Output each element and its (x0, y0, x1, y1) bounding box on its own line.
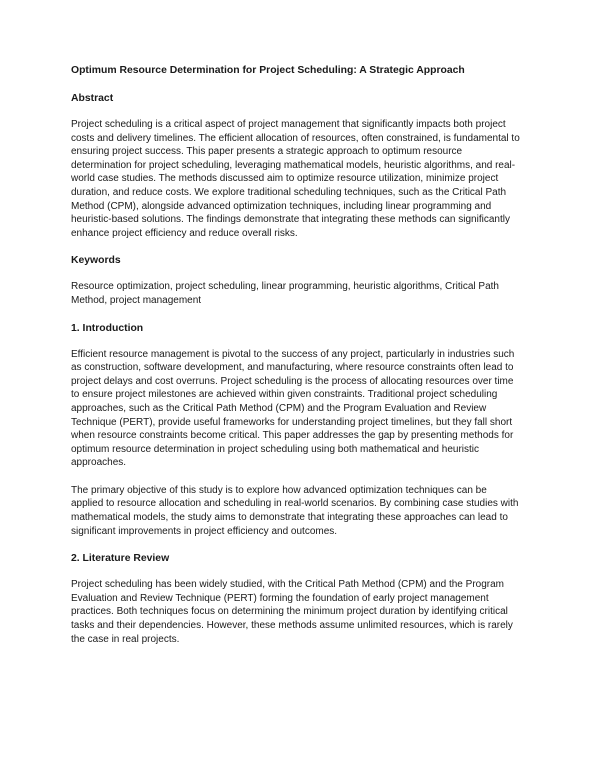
literature-review-paragraph: Project scheduling has been widely studied, with the Critical Path Method (CPM) and the Program Evaluation and Review Technique (PERT) forming the foundation of early project management practices. Both techniques focus on determining the minimum project duration by identifying critical tasks and their dependencies. However, these methods assume unlimited resources, which is rarely the case in real projects. (71, 579, 513, 645)
keywords-heading: Keywords (71, 255, 121, 267)
abstract-heading: Abstract (71, 93, 114, 104)
paper-title: Optimum Resource Determination for Project Scheduling: A Strategic Approach (71, 65, 465, 76)
introduction-heading: 1. Introduction (71, 322, 144, 334)
literature-review-heading: 2. Literature Review (71, 553, 170, 565)
abstract-text: Project scheduling is a critical aspect of project management that significantly impacts both project costs and delivery timelines. The efficient allocation of resources, often constrained, is fundamental to ensuring project success. This paper presents a strategic approach to optimum resource determination for project scheduling, leveraging mathematical models, heuristic algorithms, and real-world case studies. The methods discussed aim to optimize resource utilization, minimize project duration, and reduce costs. We explore traditional scheduling techniques, such as the Critical Path Method (CPM), alongside advanced optimization techniques, including linear programming and heuristic-based solutions. The findings demonstrate that integrating these methods can significantly enhance project efficiency and reduce overall risks. (71, 119, 520, 239)
keywords-text: Resource optimization, project scheduling, linear programming, heuristic algorithms, Critical Path Method, project management (71, 281, 499, 306)
document-page (71, 64, 521, 660)
introduction-paragraph: The primary objective of this study is to explore how advanced optimization techniques can be applied to resource allocation and scheduling in real-world scenarios. By combining case studies with mathematical models, the study aims to demonstrate that integrating these approaches can lead to significant improvements in project efficiency and outcomes. (71, 484, 519, 537)
introduction-paragraph: Efficient resource management is pivotal to the success of any project, particularly in industries such as construction, software development, and manufacturing, where resource constraints often lead to project delays and cost overruns. Project scheduling is the process of allocating resources over time to ensure project milestones are achieved within given constraints. Traditional project scheduling approaches, such as the Critical Path Method (CPM) and the Program Evaluation and Review Technique (PERT), provide useful frameworks for understanding project timelines, but they fall short when resource constraints become critical. This paper addresses the gap by presenting methods for optimum resource determination in project scheduling using both mathematical and heuristic approaches. (71, 348, 515, 469)
